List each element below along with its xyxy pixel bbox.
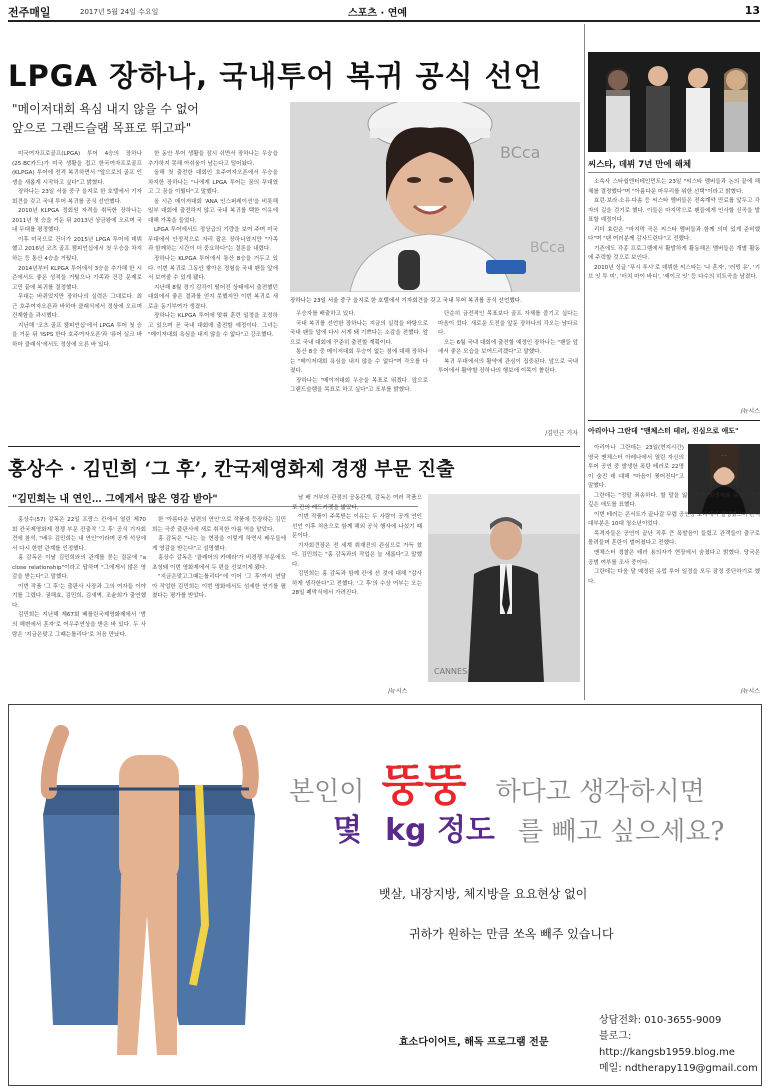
article-lpga <box>8 24 580 444</box>
sidebar-sistar <box>588 24 760 418</box>
weight-loss-jeans-illustration <box>9 725 289 1085</box>
header-rule <box>8 20 760 22</box>
headline: 홍상수 · 김민희 ‘그 후’, 칸국제영화제 경쟁 부문 진출 <box>8 458 455 480</box>
jang-hana-illustration <box>290 102 580 292</box>
hong-sang-soo-photo <box>428 494 580 682</box>
ad-headline-line-1 <box>289 749 705 813</box>
ad-emphasis-fat: 뚱뚱 <box>381 760 467 811</box>
ad-desc-2: 귀하가 원하는 만큼 쏘옥 빼주 있습니다 <box>409 927 614 941</box>
sidebar1-bottom-rule <box>588 420 760 421</box>
contact-blog: 블로그: http://kangsb1959.blog.me <box>599 1031 735 1058</box>
headline: LPGA 장하나, 국내투어 복귀 공식 선언 <box>8 59 543 93</box>
ad-contact <box>599 1013 761 1077</box>
loose-jeans-icon <box>9 725 289 1085</box>
ad-headline-line-2 <box>333 805 724 849</box>
subhead-line-2: 앞으로 그랜드슬램 목표로 뛰고파" <box>12 121 192 135</box>
issue-date: 2017년 5월 24일 수요일 <box>80 8 159 16</box>
ad-program: 효소다이어트, 해독 프로그램 전문 <box>399 1037 549 1048</box>
subhead-line-1: "메이저대회 욕심 내지 않을 수 없어 <box>12 102 199 116</box>
sidebar-headline: 아리아나 그란데 "맨체스터 테러, 진심으로 애도" <box>588 427 739 435</box>
ad-desc-1: 뱃살, 내장지방, 체지방을 요요현상 없이 <box>379 887 588 901</box>
lpga-col-3: 우승자를 배출하고 있다. 국내 복귀를 선언한 장하나는 지금의 실력을 바탕으로 국내 팬들 앞에 다시 서게 돼 기쁘다는 소감을 전했다. 앞으로 국내 대회에 꾸준히 출전할 계획이다. 통산 8승 중 메이저대회 우승이 없는 점에 대해 장하나는 "메이저대회 욕심을 내지 않을 수 없다"며 각오를 다졌다. 장하나는 "메이저대회 우승을 목표로 뛰겠다. 앞으로 그랜드슬램을 목표로 하고 싶다"고 포부를 밝혔다. <box>290 311 428 394</box>
page-number: 13 <box>744 4 760 17</box>
sistar-group-photo <box>588 52 760 152</box>
sidebar-body: 아리아나 그란데는 23일(현지시간) 영국 맨체스터 아레나에서 열린 자신의 투어 공연 중 발생한 폭탄 테러로 22명이 숨진 데 대해 "마음이 찢어진다"고 말했다. 그란데는 "정말 죄송하다. 할 말을 잃었다"며 희생자와 유가족에게 깊은 애도를 표했다. 이번 테러는 콘서트가 끝나갈 무렵 공연장 로비에서 발생했으며 관객 대부분은 10대 청소년이었다. 목격자들은 공연이 끝난 직후 큰 폭발음이 들렸고 관객들이 출구로 몰려들며 혼란이 벌어졌다고 전했다. 맨체스터 경찰은 테러 용의자가 현장에서 숨졌다고 밝혔다. 당국은 공범 여부를 조사 중이다. 그란데는 다음 달 예정된 유럽 투어 일정을 모두 잠정 중단하기로 했다. <box>588 445 760 585</box>
hong-col-1: 홍상수(57) 감독은 22일 프랑스 칸에서 열린 제70회 칸국제영화제 경쟁 부문 진출작 '그 후' 공식 기자회견에 참석, "배우 김민희는 내 연인"이라며 공개 석상에서 다시 한번 관계를 인정했다. 홍 감독은 이날 김민희와의 관계를 묻는 질문에 "a close relationship"이라고 답하며 "그에게서 많은 영감을 받는다"고 말했다. 이번 작품 '그 후'는 출판사 사장과 그의 여자들 이야기를 그렸다. 권해효, 김민희, 김새벽, 조윤희가 출연했다. 김민희는 지난해 제67회 베를린국제영화제에서 '밤의 해변에서 혼자'로 여우주연상을 받은 바 있다. 두 사람은 '지금은맞고 그때는틀리다'로 처음 만났다. <box>12 517 146 638</box>
masthead-bar <box>8 4 760 18</box>
sidebar-ariana <box>588 424 760 700</box>
subhead: "김민희는 내 연인… 그에게서 많은 영감 받아" <box>12 494 218 505</box>
subhead <box>12 100 199 138</box>
ad-text: 본인이 <box>289 777 365 807</box>
sistar-illustration <box>588 52 760 152</box>
section-name: 스포츠 · 연예 <box>348 8 408 19</box>
article1-bottom-rule <box>8 446 580 447</box>
contact-phone: 상담전화: 010-3655-9009 <box>599 1015 722 1026</box>
sidebar-byline: /뉴시스 <box>740 688 760 695</box>
lpga-col-1: 미국여자프로골프(LPGA) 투어 4승의 장하나(25·BC카드)가 미국 생활을 접고 한국여자프로골프(KLPGA) 투어에 전격 복귀하면서 "앞으로의 골프 인생을 새롭게 시작하고 싶다"고 밝혔다. 장하나는 23일 서울 중구 을지로 한 호텔에서 기자회견을 갖고 국내 투어 복귀를 공식 선언했다. 2010년 KLPGA 정회원 자격을 취득한 장하나는 2011년 첫 승을 거둔 뒤 2013년 상금왕에 오르며 국내 무대를 평정했다. 이후 미국으로 건너가 2015년 LPGA 투어에 데뷔했고 2016년 코츠 골프 챔피언십에서 첫 우승을 차지하는 등 통산 4승을 거뒀다. 2014년부터 KLPGA 투어에서 3승을 추가해 한 시즌에서도 좋은 성적을 거뒀으나 가족과 건강 문제로 고민 끝에 복귀를 결정했다. 무대는 바뀌었지만 장하나의 실력은 그대로다. 최근 호주여자오픈과 바하마 클래식에서 정상에 오르며 건재함을 과시했다. 지난해 '코츠 골프 챔피언십'에서 LPGA 투어 첫 승을 거둔 뒤 'ISPS 한다 호주여자오픈'과 '퓨어 실크 바하마 클래식'에서도 정상에 오른 바 있다. <box>12 151 142 348</box>
sidebar-headline: 씨스타, 데뷔 7년 만에 해체 <box>588 160 692 170</box>
ad-emphasis-kg: kg 정도 <box>385 813 495 848</box>
col-divider-vertical <box>584 24 585 700</box>
svg-text:BCca: BCca <box>500 143 541 162</box>
sidebar-byline: /뉴시스 <box>740 408 760 415</box>
diet-advertisement <box>8 704 762 1086</box>
lpga-col-2: 한 동안 투어 생활을 잠시 쉬면서 장하나는 우승을 추가하지 못해 아쉬움이 남는다고 털어놨다. 올해 첫 출전한 대회인 호주여자오픈에서 우승을 차지한 장하나는 "나에게 LPGA 투어는 꿈의 무대였고 그 꿈을 이뤘다"고 말했다. 올 시즌 메이저대회 'ANA 인스퍼레이션'을 비롯해 일부 대회에 출전하지 않고 국내 복귀를 택한 이유에 대해 가족을 들었다. LPGA 투어에서도 정상급의 기량을 보여 주며 미국 무대에서 안정적으로 자리 잡은 장하나였지만 "가족과 함께하는 시간이 더 중요하다"는 결론을 내렸다. 장하나는 KLPGA 투어에서 통산 8승을 거두고 있다. 이번 복귀로 그동안 쌓아온 경험을 국내 팬들 앞에서 보여줄 수 있게 됐다. 지난해 8월 경기 감각이 떨어진 상태에서 출전했던 대회에서 좋은 결과를 얻지 못했지만 이번 복귀로 새로운 동기부여가 생겼다. 장하나는 KLPGA 투어에 맞춰 훈련 일정을 조정하고 있으며 곧 국내 대회에 출전할 예정이다. 그녀는 "메이저대회 욕심을 내지 않을 수 없다"고 강조했다. <box>148 151 278 339</box>
byline: /김민근 기자 <box>545 430 578 437</box>
svg-text:CANNES: CANNES <box>434 667 468 676</box>
article-hong-kim <box>8 450 580 702</box>
jang-hana-press-photo <box>290 102 580 292</box>
sidebar-headline-rule <box>588 172 760 173</box>
ad-text: 하다고 생각하시면 <box>495 777 705 807</box>
ad-emphasis-how: 몇 <box>333 813 362 848</box>
lpga-col-4: 단순히 금전적인 목표보다 골프 자체를 즐기고 싶다는 마음이 컸다. 새로운 도전을 앞둔 장하나의 각오는 남다르다. 오는 6월 국내 대회에 출전할 예정인 장하나는 "팬들 앞에서 좋은 모습을 보여드리겠다"고 말했다. 복귀 무대에서의 활약에 관심이 집중된다. 앞으로 국내 투어에서 활약할 장하나의 행보에 이목이 쏠린다. <box>438 311 578 375</box>
photo-caption: 장하나는 23일 서울 중구 을지로 한 호텔에서 기자회견을 갖고 국내 투어 복귀를 공식 선언했다. <box>290 298 522 304</box>
hong-illustration <box>428 494 580 682</box>
contact-email: 메일: ndtherapy119@gmail.com <box>599 1063 758 1074</box>
hong-col-3: 남 배 거부의 관점의 공동관계, 감독은 여러 작품으로 칸의 레드카펫을 밟았다. 이번 작품이 주목받는 이유는 두 사람이 공개 연인 선언 이후 처음으로 함께 해외 공식 행사에 나섰기 때문이다. 기자회견장은 전 세계 취재진의 관심으로 가득 찼다. 김민희는 "홍 감독과의 작업은 늘 새롭다"고 말했다. 김민희는 홍 감독과 함께 칸에 선 것에 대해 "감사하게 생각한다"고 전했다. '그 후'의 수상 여부는 오는 28일 폐막식에서 가려진다. <box>292 495 422 597</box>
hong-col-2: 한 '아름다운 남편의 연인'으로 작품에 등장하는 김민희는 극중 출판사에 새로 취직한 아름 역을 맡았다. 홍 감독은 "나는 늘 현장을 이렇게 하면서 배우들에게 영감을 받는다"고 설명했다. 홍상수 감독은 '클레어의 카메라'가 비경쟁 부문에도 초청돼 이번 영화제에서 두 편을 선보이게 됐다. "지금은맞고그때는틀리다"에 이어 '그 후'까지 연달아 작업한 김민희는 이번 영화에서도 섬세한 연기를 펼쳤다는 평가를 받았다. <box>152 517 286 600</box>
ad-text: 를 빼고 싶으세요? <box>518 817 725 847</box>
svg-text:BCca: BCca <box>530 240 566 256</box>
sidebar-body: 소속사 스타쉽엔터테인먼트는 23일 "씨스타 멤버들과 논의 끝에 해체를 결정했다"며 "아름다운 마무리를 위한 선택"이라고 밝혔다. 효린·보라·소유·다솜 등 씨스타 멤버들은 전속계약 만료를 앞두고 각자의 길을 걷기로 했다. 이들은 마지막으로 팬들에게 인사할 신곡을 발표할 예정이다. 리더 효린은 "마지막 곡은 씨스타 멤버들과 함께 의미 있게 준비했다"며 "팬 여러분께 감사드린다"고 전했다. 기존에도 각종 프로그램에서 활발하게 활동해온 멤버들은 개별 활동에 주력할 것으로 보인다. 2010년 싱글 '푸시 푸시'로 데뷔한 씨스타는 '나 혼자', '러빙 유', '기브 잇 투 미', '터치 마이 바디', '셰이크 잇' 등 다수의 히트곡을 남겼다. <box>588 179 760 281</box>
paper-name: 전주매일 <box>8 6 51 19</box>
byline: /뉴시스 <box>388 688 408 695</box>
